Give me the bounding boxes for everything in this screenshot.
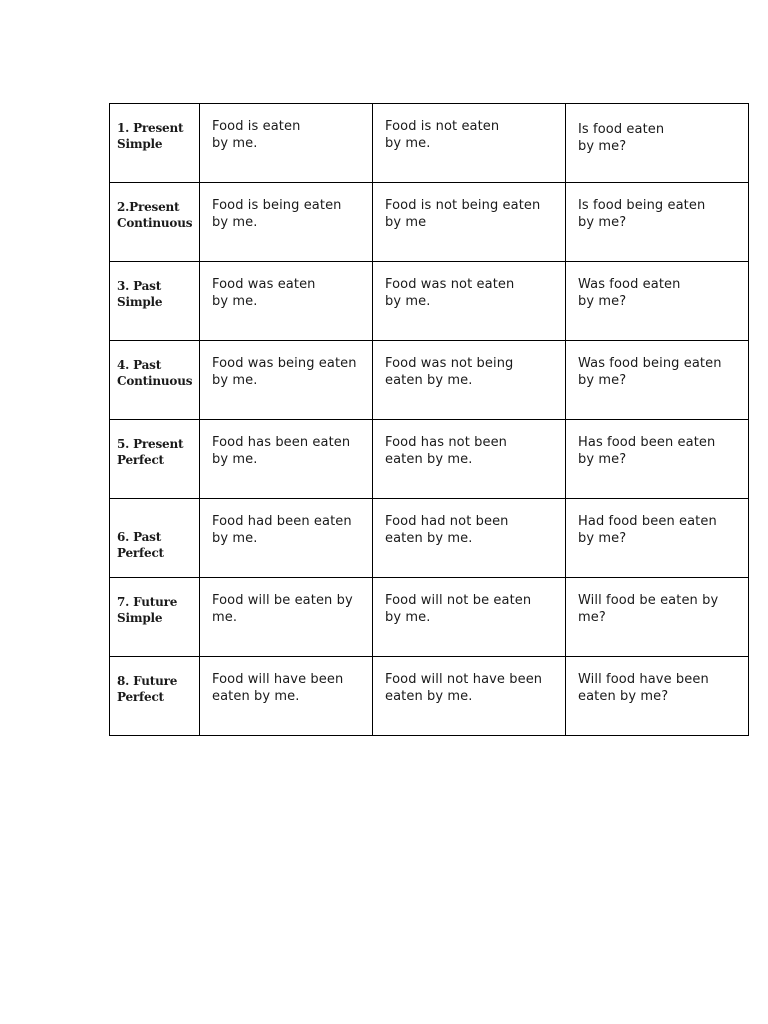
negative-cell (373, 499, 566, 578)
tense-cell (110, 499, 200, 578)
affirmative-sentence: Food will be eaten by me. (212, 593, 353, 625)
affirmative-cell (200, 104, 373, 183)
negative-sentence: Food is not eaten by me. (385, 119, 500, 151)
negative-sentence: Food will not have been eaten by me. (385, 672, 543, 704)
passive-voice-tense-table (109, 103, 749, 736)
tense-label: 3. Past Simple (117, 279, 163, 309)
tense-label: 8. Future Perfect (117, 674, 178, 704)
question-cell (566, 657, 749, 736)
question-cell (566, 183, 749, 262)
negative-sentence: Food was not eaten by me. (385, 277, 515, 309)
negative-sentence: Food has not been eaten by me. (385, 435, 508, 467)
affirmative-cell (200, 657, 373, 736)
question-sentence: Is food eaten by me? (578, 122, 665, 154)
table-row (110, 499, 749, 578)
negative-sentence: Food was not being eaten by me. (385, 356, 514, 388)
tense-label: 2.Present Continuous (117, 200, 193, 230)
question-cell (566, 578, 749, 657)
tense-label: 5. Present Perfect (117, 437, 184, 467)
tense-cell (110, 104, 200, 183)
negative-sentence: Food is not being eaten by me (385, 198, 541, 230)
negative-cell (373, 578, 566, 657)
affirmative-cell (200, 262, 373, 341)
question-sentence: Has food been eaten by me? (578, 435, 716, 467)
table-row (110, 420, 749, 499)
table-row (110, 578, 749, 657)
question-sentence: Is food being eaten by me? (578, 198, 706, 230)
table-row (110, 262, 749, 341)
tense-label: 1. Present Simple (117, 121, 184, 151)
question-sentence: Will food be eaten by me? (578, 593, 719, 625)
question-sentence: Will food have been eaten by me? (578, 672, 709, 704)
negative-sentence: Food will not be eaten by me. (385, 593, 532, 625)
tense-cell (110, 657, 200, 736)
question-cell (566, 420, 749, 499)
affirmative-sentence: Food is being eaten by me. (212, 198, 342, 230)
affirmative-cell (200, 420, 373, 499)
affirmative-cell (200, 341, 373, 420)
affirmative-cell (200, 499, 373, 578)
question-sentence: Had food been eaten by me? (578, 514, 717, 546)
table-row (110, 104, 749, 183)
tense-cell (110, 420, 200, 499)
question-cell (566, 262, 749, 341)
affirmative-cell (200, 578, 373, 657)
negative-cell (373, 262, 566, 341)
affirmative-sentence: Food had been eaten by me. (212, 514, 352, 546)
tense-cell (110, 262, 200, 341)
tense-label: 7. Future Simple (117, 595, 178, 625)
negative-cell (373, 183, 566, 262)
negative-sentence: Food had not been eaten by me. (385, 514, 509, 546)
negative-cell (373, 341, 566, 420)
tense-label: 4. Past Continuous (117, 358, 193, 388)
negative-cell (373, 657, 566, 736)
table-row (110, 657, 749, 736)
affirmative-sentence: Food was being eaten by me. (212, 356, 357, 388)
negative-cell (373, 104, 566, 183)
question-cell (566, 499, 749, 578)
question-cell (566, 104, 749, 183)
affirmative-sentence: Food is eaten by me. (212, 119, 301, 151)
tense-cell (110, 183, 200, 262)
tense-cell (110, 578, 200, 657)
affirmative-sentence: Food will have been eaten by me. (212, 672, 344, 704)
negative-cell (373, 420, 566, 499)
question-sentence: Was food eaten by me? (578, 277, 681, 309)
question-sentence: Was food being eaten by me? (578, 356, 722, 388)
affirmative-cell (200, 183, 373, 262)
affirmative-sentence: Food has been eaten by me. (212, 435, 351, 467)
tense-label: 6. Past Perfect (117, 530, 164, 560)
table-row (110, 183, 749, 262)
tense-cell (110, 341, 200, 420)
question-cell (566, 341, 749, 420)
table-row (110, 341, 749, 420)
affirmative-sentence: Food was eaten by me. (212, 277, 316, 309)
